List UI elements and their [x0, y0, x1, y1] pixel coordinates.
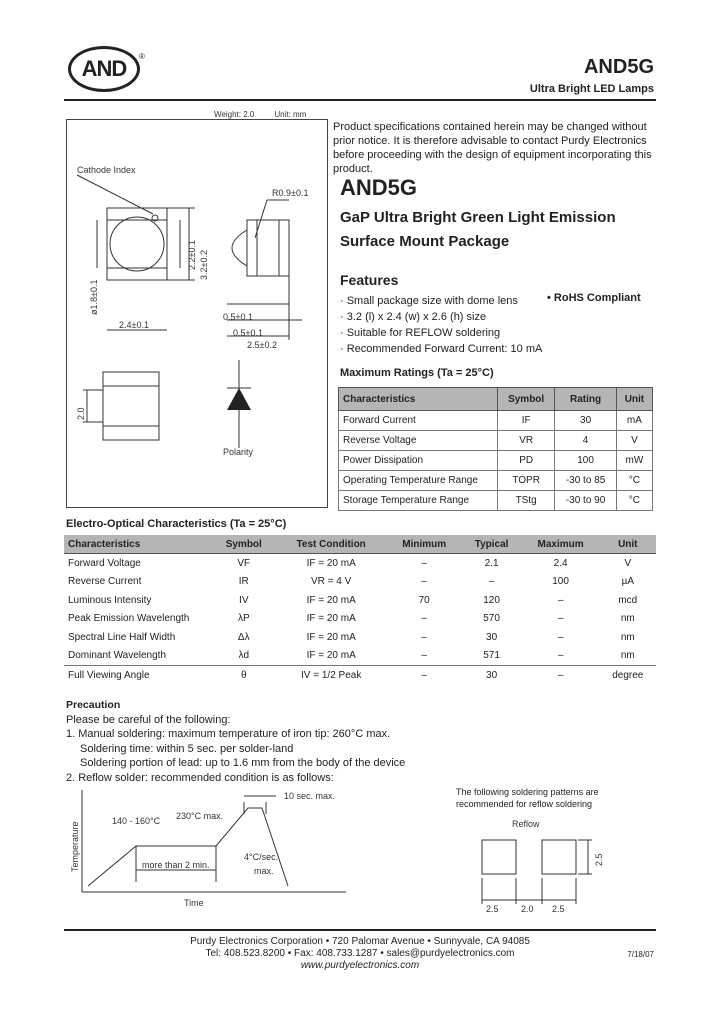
cell: IF = 20 mA	[306, 557, 356, 569]
cell: –	[557, 613, 564, 625]
electro-optical-table	[64, 535, 656, 685]
unit-label: Unit: mm	[274, 110, 307, 119]
cell: 570	[483, 613, 500, 625]
cell: IF	[498, 411, 555, 431]
dwell-label: 10 sec. max.	[284, 791, 336, 801]
column-header: Symbol	[498, 388, 555, 411]
cell: 571	[483, 650, 500, 662]
pattern-note-line: recommended for reflow soldering	[456, 799, 593, 809]
cell: 70	[418, 594, 430, 606]
time-label: more than 2 min.	[142, 860, 210, 870]
cell: IF = 20 mA	[306, 594, 356, 606]
dim-a: 2.5	[486, 904, 499, 914]
precaution-line: 2. Reflow solder: recommended condition is as follows:	[66, 771, 334, 784]
features-list	[340, 293, 542, 357]
cell: Power Dissipation	[339, 451, 498, 471]
table-row	[64, 628, 656, 647]
column-header: Minimum	[387, 535, 462, 554]
cell: -30 to 85	[555, 471, 617, 491]
cell: nm	[620, 613, 635, 625]
cell: IR	[238, 576, 249, 588]
cell: 30	[462, 666, 522, 685]
cell: mW	[616, 451, 652, 471]
cell: Spectral Line Half Width	[68, 631, 176, 643]
cell: IF = 20 mA	[306, 613, 356, 625]
cell: nm	[620, 650, 635, 662]
table-header-row	[64, 535, 656, 554]
cell: λP	[237, 613, 250, 625]
cell: –	[421, 631, 427, 643]
package-drawing	[67, 120, 327, 507]
feature-item: · Recommended Forward Current: 10 mA	[340, 343, 543, 355]
table-row	[339, 411, 653, 431]
footer-address: Purdy Electronics Corporation • 720 Palomar Avenue • Sunnyvale, CA 94085	[190, 936, 530, 947]
cell: –	[488, 576, 495, 588]
cell: –	[421, 650, 427, 662]
cell: TOPR	[498, 471, 555, 491]
feature-item: · Suitable for REFLOW soldering	[340, 327, 501, 339]
ramp-label: 4°C/sec.	[244, 852, 279, 862]
dim-b: 2.0	[521, 904, 534, 914]
cell: –	[421, 613, 427, 625]
cell: Δλ	[237, 631, 250, 643]
dim-22: 2.2±0.1	[187, 240, 197, 270]
product-description: GaP Ultra Bright Green Light Emission Surface Mount Package	[340, 209, 616, 250]
table-row	[64, 591, 656, 610]
precaution-line: Soldering portion of lead: up to 1.6 mm from the body of the device	[80, 757, 406, 769]
cell: °C	[616, 471, 652, 491]
part-number: AND5G	[583, 56, 654, 78]
cell: nm	[620, 631, 635, 643]
ramp-max-label: max.	[254, 866, 274, 876]
width-dim: 2.4±0.1	[119, 320, 149, 330]
table-row	[339, 451, 653, 471]
precaution-line: 1. Manual soldering: maximum temperature of iron tip: 260°C max.	[66, 728, 391, 740]
precaution-intro: Please be careful of the following:	[66, 713, 231, 726]
max-ratings-title: Maximum Ratings (Ta = 25°C)	[340, 367, 494, 379]
precaution-line: Soldering time: within 5 sec. per solder-land	[80, 742, 294, 755]
pattern-note	[456, 786, 599, 810]
package-diagram	[66, 119, 328, 508]
pattern-note-line: The following soldering patterns are	[456, 787, 599, 797]
cell: mA	[616, 411, 652, 431]
cell: Peak Emission Wavelength	[68, 613, 190, 625]
cell: VR = 4 V	[311, 576, 352, 588]
cell: degree	[600, 666, 656, 685]
cell: –	[557, 594, 564, 606]
cell: 100	[555, 451, 617, 471]
cell: Reverse Voltage	[339, 431, 498, 451]
column-header: Characteristics	[64, 535, 212, 554]
cell: θ	[212, 666, 276, 685]
polarity-label: Polarity	[223, 447, 254, 457]
product-line: Ultra Bright LED Lamps	[529, 83, 654, 95]
notice-text: Product specifications contained herein may be changed without prior notice. It is therefore advisable to contact Purdy Electronics before proceeding with the design of equipment incorporating this product.	[333, 121, 652, 175]
table-row	[64, 610, 656, 629]
reflow-profile-chart	[66, 786, 366, 912]
features-heading: Features	[340, 272, 399, 288]
footer	[0, 936, 720, 972]
cell: Forward Voltage	[68, 557, 141, 569]
cell: -30 to 90	[555, 491, 617, 511]
cell: –	[522, 666, 600, 685]
dim-phi: ø1.8±0.1	[89, 279, 99, 315]
cell: Full Viewing Angle	[64, 666, 212, 685]
column-header: Rating	[555, 388, 617, 411]
feature-item: · 3.2 (l) x 2.4 (w) x 2.6 (h) size	[340, 311, 487, 323]
column-header: Characteristics	[339, 388, 498, 411]
radius-dim: R0.9±0.1	[272, 188, 309, 198]
column-header: Unit	[600, 535, 656, 554]
header-divider	[64, 99, 656, 101]
cell: IV	[239, 594, 249, 606]
cell: TStg	[498, 491, 555, 511]
product-title: AND5G	[340, 175, 418, 200]
cell: 2.4	[553, 557, 568, 569]
cell: V	[624, 557, 632, 569]
logo-text: AND	[81, 56, 127, 81]
diagram-header	[214, 110, 306, 119]
electro-optical-title: Electro-Optical Characteristics (Ta = 25°C)	[66, 518, 287, 530]
cell: mcd	[618, 594, 638, 606]
cell: 120	[483, 594, 500, 606]
precaution-section	[66, 698, 486, 785]
cell: Reverse Current	[68, 576, 142, 588]
cell: V	[616, 431, 652, 451]
cell: Forward Current	[339, 411, 498, 431]
cell: –	[421, 576, 427, 588]
column-header: Unit	[616, 388, 652, 411]
table-row	[64, 573, 656, 592]
feature-item: · Small package size with dome lens	[340, 295, 518, 307]
table-row	[64, 647, 656, 666]
cell: 30	[555, 411, 617, 431]
reflow-label: Reflow	[512, 819, 540, 829]
cell: IF = 20 mA	[306, 631, 356, 643]
precaution-heading: Precaution	[66, 699, 121, 711]
table-row	[339, 471, 653, 491]
cell: λd	[238, 650, 250, 662]
document-date: 7/18/07	[627, 950, 654, 959]
cell: Dominant Wavelength	[68, 650, 167, 662]
preheat-label: 140 - 160°C	[112, 816, 161, 826]
column-header: Test Condition	[276, 535, 387, 554]
cell: Storage Temperature Range	[339, 491, 498, 511]
and-logo	[68, 46, 140, 92]
solder-pattern-drawing	[470, 816, 620, 916]
chart-ylabel: Temperature	[70, 821, 80, 872]
cell: 4	[555, 431, 617, 451]
dim-20: 2.0	[76, 407, 86, 420]
max-ratings-table	[338, 387, 653, 511]
weight-label: Weight: 2.0	[214, 110, 255, 119]
cell: °C	[616, 491, 652, 511]
dim-32: 3.2±0.2	[199, 250, 209, 280]
cell: Luminous Intensity	[68, 594, 152, 606]
dim-05-b: 0.5±0.1	[233, 328, 263, 338]
column-header: Symbol	[212, 535, 276, 554]
cell: IF = 20 mA	[306, 650, 356, 662]
footer-website[interactable]: www.purdyelectronics.com	[300, 960, 420, 971]
table-row	[64, 554, 656, 573]
chart-xlabel: Time	[184, 898, 204, 908]
cell: –	[557, 650, 564, 662]
table-row	[64, 666, 656, 685]
cell: Operating Temperature Range	[339, 471, 498, 491]
cell: –	[557, 631, 564, 643]
cell: VF	[237, 557, 251, 569]
column-header: Typical	[462, 535, 522, 554]
dim-c: 2.5	[552, 904, 565, 914]
dim-h: 2.5	[594, 853, 604, 866]
cell: IV = 1/2 Peak	[276, 666, 387, 685]
peak-label: 230°C max.	[176, 811, 224, 821]
cell: 2.1	[484, 557, 499, 569]
column-header: Maximum	[522, 535, 600, 554]
cell: PD	[498, 451, 555, 471]
diode-symbol-icon	[227, 388, 251, 410]
cell: 30	[486, 631, 498, 643]
registered-mark: ®	[139, 52, 145, 61]
table-header-row	[339, 388, 653, 411]
length-dim: 2.5±0.2	[247, 340, 277, 350]
cell: –	[421, 557, 427, 569]
cell: –	[387, 666, 462, 685]
footer-divider	[64, 929, 656, 931]
table-row	[339, 431, 653, 451]
rohs-badge: • RoHS Compliant	[547, 292, 641, 304]
cell: VR	[498, 431, 555, 451]
cathode-index-label: Cathode Index	[77, 165, 136, 175]
footer-contact: Tel: 408.523.8200 • Fax: 408.733.1287 • sales@purdyelectronics.com	[205, 948, 515, 959]
cell: 100	[552, 576, 569, 588]
cell: µA	[621, 576, 634, 588]
dim-05-a: 0.5±0.1	[223, 312, 253, 322]
table-row	[339, 491, 653, 511]
